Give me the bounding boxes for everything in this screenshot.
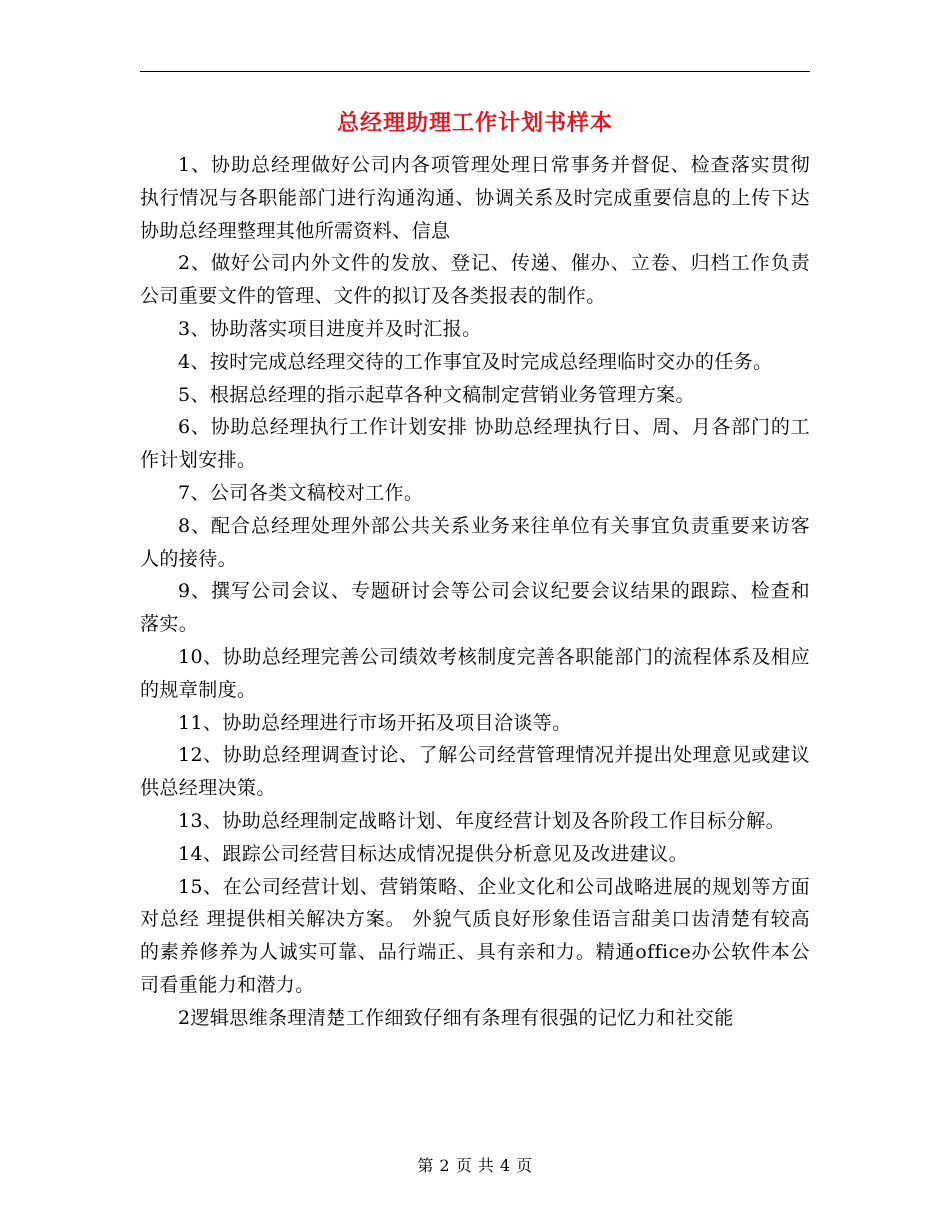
header-rule — [140, 71, 810, 72]
paragraph-13: 13、协助总经理制定战略计划、年度经营计划及各阶段工作目标分解。 — [178, 809, 785, 832]
paragraph-16: 2逻辑思维条理清楚工作细致仔细有条理有很强的记忆力和社交能 — [178, 1006, 734, 1029]
paragraph-3: 3、协助落实项目进度并及时汇报。 — [178, 317, 482, 340]
paragraph-11: 11、协助总经理进行市场开拓及项目洽谈等。 — [178, 711, 572, 734]
paragraph-10: 10、协助总经理完善公司绩效考核制度完善各职能部门的流程体系及相应的规章制度。 — [140, 645, 810, 701]
paragraph-9: 9、撰写公司会议、专题研讨会等公司会议纪要会议结果的跟踪、检查和落实。 — [140, 580, 810, 636]
paragraph-1: 1、协助总经理做好公司内各项管理处理日常事务并督促、检查落实贯彻执行情况与各职能部门进行沟通沟通、协调关系及时完成重要信息的上传下达协助总经理整理其他所需资料、信息 — [140, 154, 810, 242]
paragraph-15: 15、在公司经营计划、营销策略、企业文化和公司战略进展的规划等方面对总经 理提供相关解决方案。 外貌气质良好形象佳语言甜美口齿清楚有较高的素养修养为人诚实可靠、品行端正、具有亲和力。精通office办公软件本公司看重能力和潜力。 — [140, 875, 810, 996]
paragraph-4: 4、按时完成总经理交待的工作事宜及时完成总经理临时交办的任务。 — [178, 350, 773, 373]
page-number-footer: 第 2 页 共 4 页 — [417, 1156, 533, 1175]
paragraph-12: 12、协助总经理调查讨论、了解公司经营管理情况并提出处理意见或建议供总经理决策。 — [140, 744, 810, 800]
paragraph-14: 14、跟踪公司经营目标达成情况提供分析意见及改进建议。 — [178, 842, 688, 865]
document-title: 总经理助理工作计划书样本 — [336, 111, 613, 136]
paragraph-6: 6、协助总经理执行工作计划安排 协助总经理执行日、周、月各部门的工作计划安排。 — [140, 416, 810, 472]
paragraph-8: 8、配合总经理处理外部公共关系业务来往单位有关事宜负责重要来访客人的接待。 — [140, 514, 810, 570]
paragraph-5: 5、根据总经理的指示起草各种文稿制定营销业务管理方案。 — [178, 383, 695, 406]
document-body — [140, 149, 810, 1035]
paragraph-2: 2、做好公司内外文件的发放、登记、传递、催办、立卷、归档工作负责公司重要文件的管理、文件的拟订及各类报表的制作。 — [140, 252, 810, 308]
paragraph-7: 7、公司各类文稿校对工作。 — [178, 481, 424, 504]
